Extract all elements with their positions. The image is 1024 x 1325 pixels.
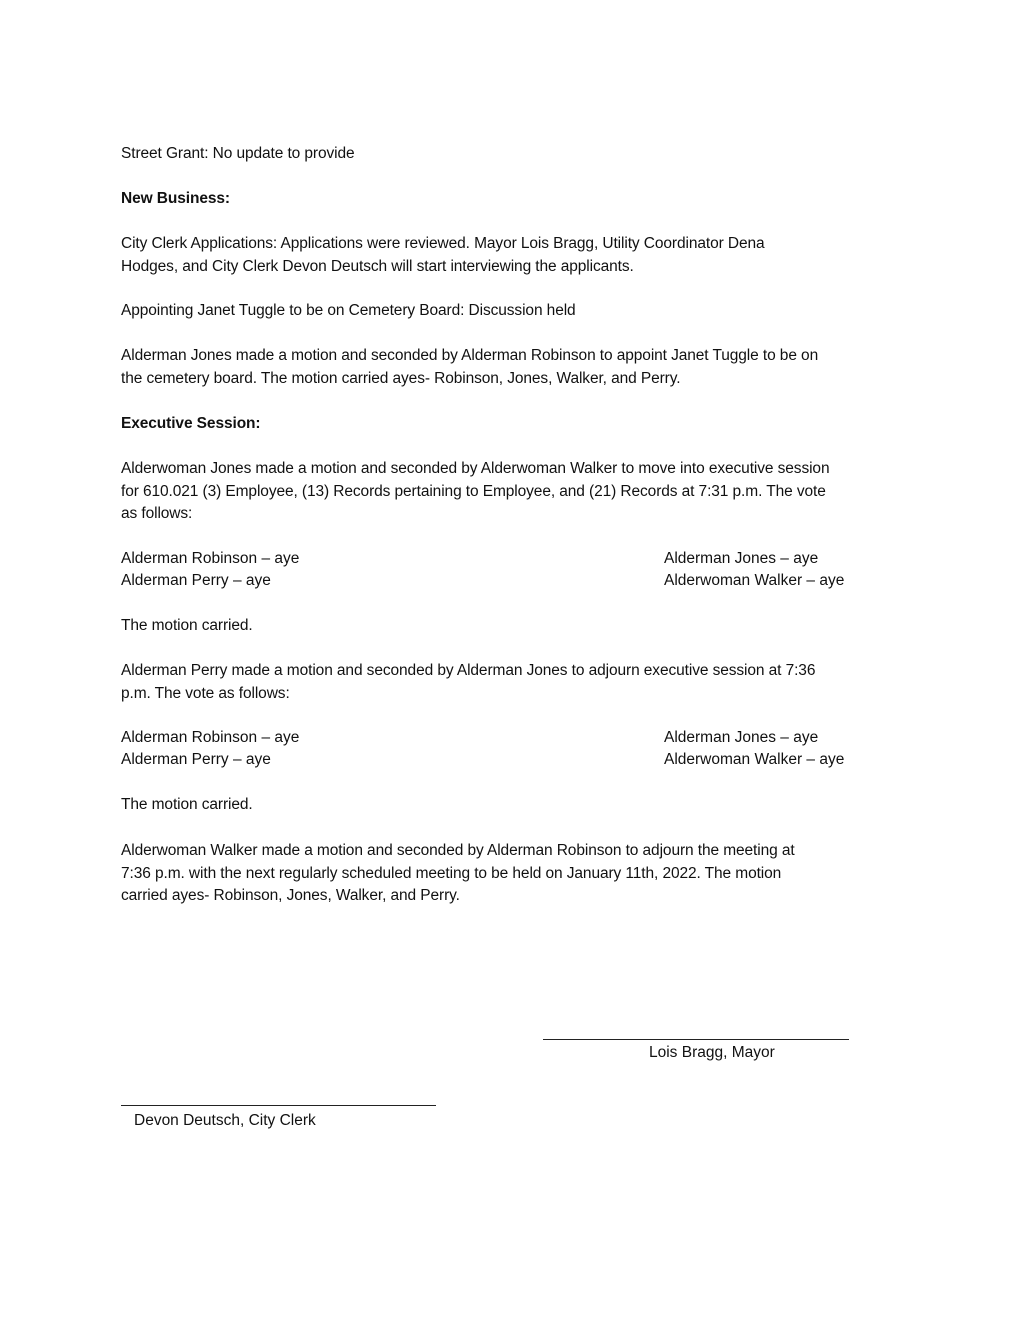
vote1-jones: Alderman Jones – aye: [664, 550, 819, 567]
mayor-signature-label: Lois Bragg, Mayor: [649, 1044, 775, 1061]
motion-exec-in-text: Alderwoman Jones made a motion and seconded by Alderwoman Walker to move into executive session for 610.021 (3) Employee, (13) Records pertaining to Employee, and (21) Records at 7:31 p.m. The vote as follows:: [121, 460, 830, 522]
carried1-text: The motion carried.: [121, 617, 253, 634]
executive-session-heading: Executive Session:: [121, 415, 261, 432]
vote2-jones: Alderman Jones – aye: [664, 729, 819, 746]
clerk-signature-line: [121, 1105, 436, 1106]
vote1-row2: [121, 570, 911, 593]
vote1-row1: [121, 548, 911, 571]
clerk-signature-label: Devon Deutsch, City Clerk: [134, 1112, 316, 1129]
street-grant-text: Street Grant: No update to provide: [121, 145, 355, 162]
vote2-walker: Alderwoman Walker – aye: [664, 751, 845, 768]
vote2-row2: [121, 749, 911, 772]
vote1-robinson: Alderman Robinson – aye: [121, 550, 300, 567]
city-clerk-applications-text: City Clerk Applications: Applications were reviewed. Mayor Lois Bragg, Utility Coordinator Dena Hodges, and City Clerk Devon Deutsch will start interviewing the applicants.: [121, 235, 765, 275]
vote1-perry: Alderman Perry – aye: [121, 572, 271, 589]
carried2-text: The motion carried.: [121, 796, 253, 813]
motion-janet-text: Alderman Jones made a motion and seconded by Alderman Robinson to appoint Janet Tuggle to be on the cemetery board. The motion carried ayes- Robinson, Jones, Walker, and Perry.: [121, 347, 819, 387]
mayor-signature-line: [543, 1039, 849, 1040]
new-business-heading: New Business:: [121, 190, 230, 207]
vote2-perry: Alderman Perry – aye: [121, 751, 271, 768]
vote2-row1: [121, 727, 911, 750]
motion-exec-out-text: Alderman Perry made a motion and seconded by Alderman Jones to adjourn executive session at 7:36 p.m. The vote as follows:: [121, 662, 816, 702]
appointing-janet-text: Appointing Janet Tuggle to be on Cemetery Board: Discussion held: [121, 302, 576, 319]
vote1-walker: Alderwoman Walker – aye: [664, 572, 845, 589]
vote2-robinson: Alderman Robinson – aye: [121, 729, 300, 746]
motion-adjourn-text: Alderwoman Walker made a motion and seconded by Alderman Robinson to adjourn the meeting at 7:36 p.m. with the next regularly scheduled meeting to be held on January 11th, 2022. The motion carried ayes- Robinson, Jones, Walker, and Perry.: [121, 842, 795, 904]
